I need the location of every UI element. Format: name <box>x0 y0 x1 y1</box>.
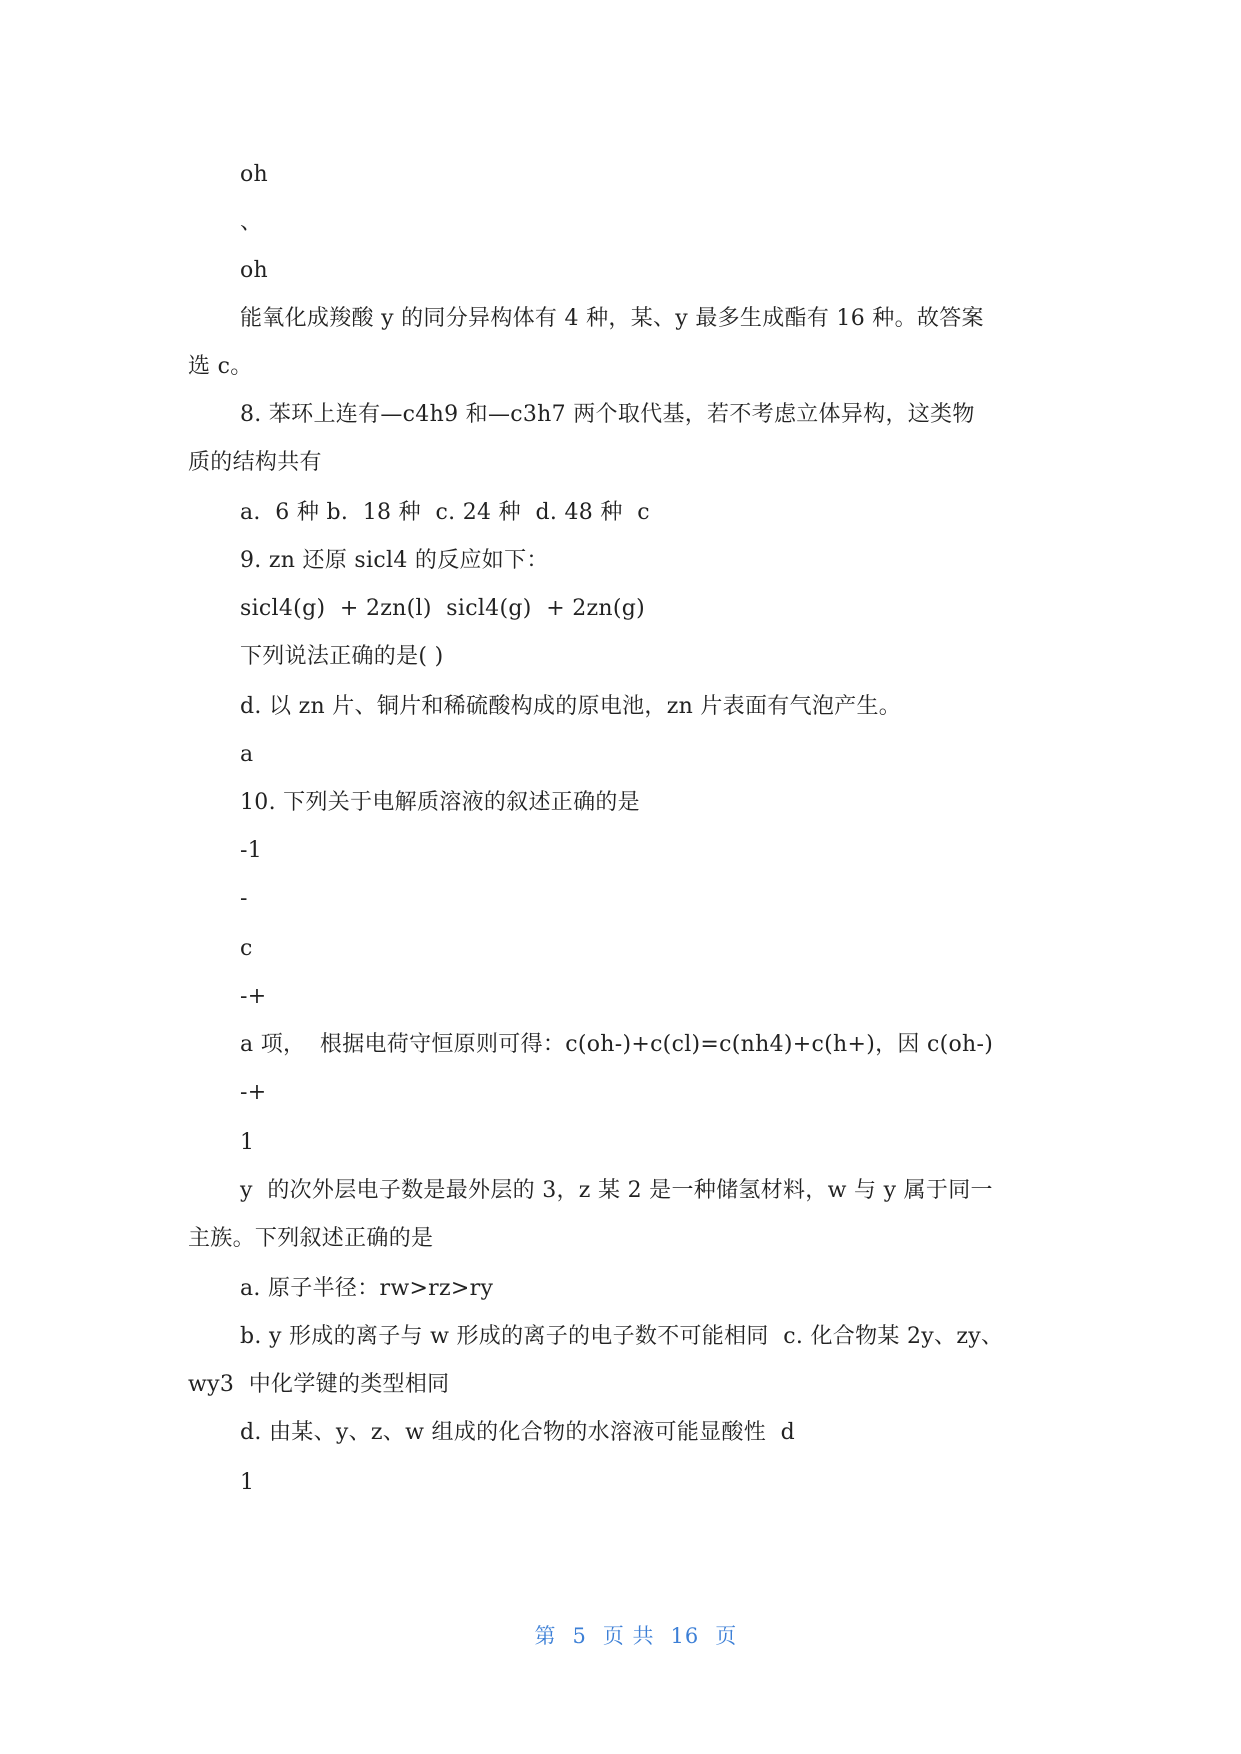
text-line: oh <box>240 258 269 283</box>
text-line: -+ <box>240 1080 267 1105</box>
text-line: a. 原子半径：rw>rz>ry <box>240 1276 494 1301</box>
text-line: 选 c。 <box>188 354 253 379</box>
text-line: -1 <box>240 838 263 863</box>
text-line: a 项， 根据电荷守恒原则可得：c(oh-)+c(cl)=c(nh4)+c(h+)，因 c(oh-) <box>240 1032 994 1057</box>
text-line: wy3 中化学键的类型相同 <box>188 1372 450 1397</box>
text-line: oh <box>240 162 269 187</box>
text-line: sicl4(g) + 2zn(l) sicl4(g) + 2zn(g) <box>240 596 646 621</box>
footer-prefix: 第 <box>534 1624 557 1648</box>
text-line: y 的次外层电子数是最外层的 3，z 某 2 是一种储氢材料，w 与 y 属于同一 <box>240 1178 993 1203</box>
footer-middle: 页 共 <box>602 1624 655 1648</box>
text-line: 下列说法正确的是( ) <box>240 644 444 669</box>
text-line: a <box>240 742 254 767</box>
text-line: - <box>240 886 248 911</box>
text-line: 10. 下列关于电解质溶液的叙述正确的是 <box>240 790 640 815</box>
text-line: 主族。下列叙述正确的是 <box>188 1226 434 1251</box>
text-line: 1 <box>240 1130 255 1155</box>
text-line: -+ <box>240 984 267 1009</box>
text-line: 8. 苯环上连有—c4h9 和—c3h7 两个取代基，若不考虑立体异构，这类物 <box>240 402 975 427</box>
text-line: 质的结构共有 <box>188 450 322 475</box>
text-line: a. 6 种 b. 18 种 c. 24 种 d. 48 种 c <box>240 500 650 525</box>
current-page-number: 5 <box>572 1624 587 1648</box>
text-line: 1 <box>240 1470 255 1495</box>
text-line: 9. zn 还原 sicl4 的反应如下： <box>240 548 549 573</box>
total-page-count: 16 <box>670 1624 700 1648</box>
page-footer <box>0 1596 1241 1674</box>
text-line: d. 由某、y、z、w 组成的化合物的水溶液可能显酸性 d <box>240 1420 795 1445</box>
text-line: d. 以 zn 片、铜片和稀硫酸构成的原电池，zn 片表面有气泡产生。 <box>240 694 902 719</box>
text-line: b. y 形成的离子与 w 形成的离子的电子数不可能相同 c. 化合物某 2y、zy、 <box>240 1324 1004 1349</box>
text-line: 、 <box>240 210 263 235</box>
footer-suffix: 页 <box>715 1624 738 1648</box>
text-line: 能氧化成羧酸 y 的同分异构体有 4 种，某、y 最多生成酯有 16 种。故答案 <box>240 306 984 331</box>
text-line: c <box>240 936 253 961</box>
